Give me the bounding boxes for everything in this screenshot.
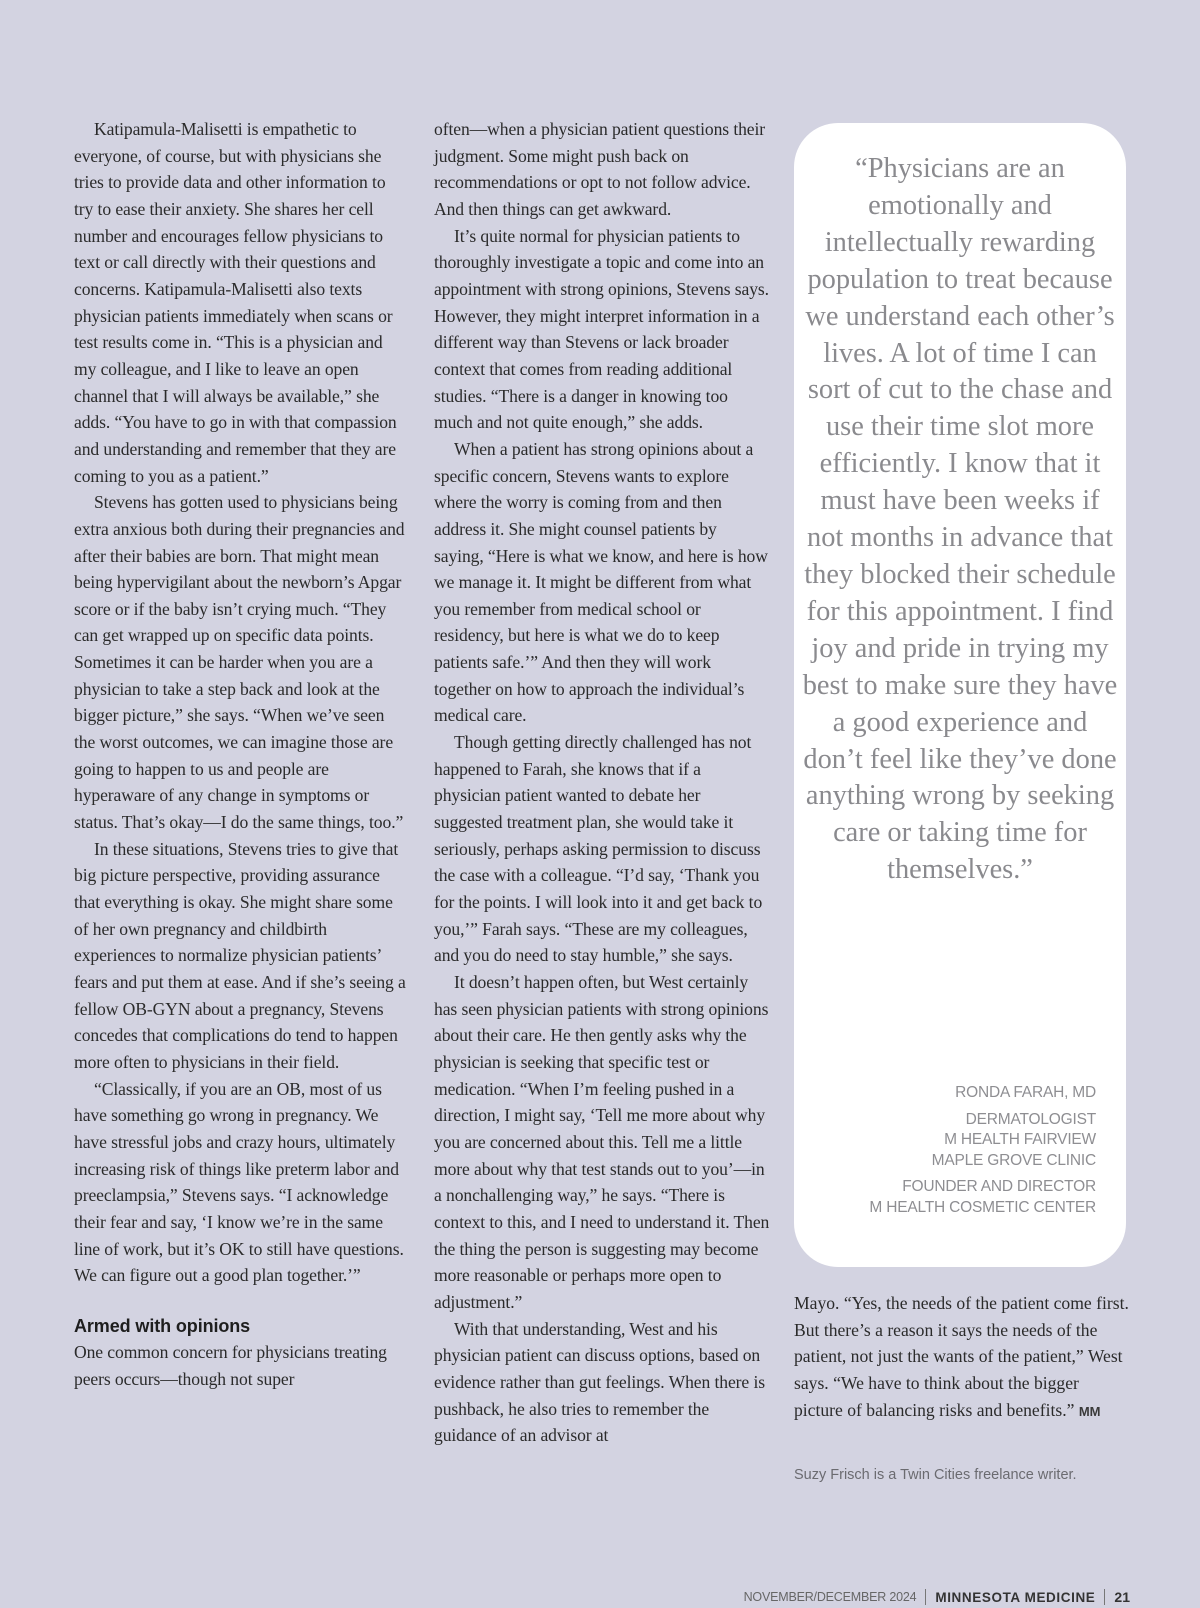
pull-quote-attribution [796, 1083, 1096, 1218]
author-bio: Suzy Frisch is a Twin Cities freelance writer. [794, 1467, 1077, 1483]
paragraph: “Classically, if you are an OB, most of us have something go wrong in pregnancy. We have stressful jobs and crazy hours, ultimately increasing risk of things like preterm labor and preeclampsia,” Stevens says. “I acknowledge their fear and say, ‘I know we’re in the same line of work, but it’s OK to still have questions. We can figure out a good plan together.’” [74, 1078, 404, 1286]
paragraph: It doesn’t happen often, but West certainly has seen physician patients with strong opinions about their care. He then gently asks why the physician is seeking that specific test or medication. “When I’m feeling pushed in a direction, I might say, ‘Tell me more about why you are concerned about this. Tell me a little more about why that test stands out to you’—in a nonchallenging way,” he says. “There is context to this, and I need to understand it. Then the thing the person is suggesting may become more reasonable or perhaps more open to adjustment.” [434, 972, 770, 1312]
issue-date: NOVEMBER/DECEMBER 2024 [743, 1590, 917, 1604]
pull-quote-text: “Physicians are an emotionally and intellectually rewarding population to treat because we understand each other’s lives. A lot of time I can sort of cut to the chase and use their time slot more efficiently. I know that it must have been weeks if not months in advance that they blocked their schedule for this appointment. I find joy and pride in trying my best to make sure they have a good experience and don’t feel like they’ve done anything wrong by seeking care or taking time for themselves.” [802, 153, 1118, 886]
attribution-title: M HEALTH FAIRVIEW [944, 1131, 1096, 1148]
paragraph: often—when a physician patient questions their judgment. Some might push back on recommendations or opt to not follow advice. And then things can get awkward. [434, 119, 766, 219]
footer-divider [1104, 1589, 1105, 1605]
paragraph: One common concern for physicians treating peers occurs—though not super [74, 1341, 387, 1389]
paragraph: It’s quite normal for physician patients to thoroughly investigate a topic and come into an appointment with strong opinions, Stevens says. However, they might interpret information in a different way than Stevens or lack broader context that comes from reading additional studies. “There is a danger in knowing too much and not quite enough,” she adds. [434, 225, 769, 433]
attribution-title: FOUNDER AND DIRECTOR [902, 1178, 1096, 1195]
paragraph: In these situations, Stevens tries to give that big picture perspective, providing assurance that everything is okay. She might share some of her own pregnancy and childbirth experiences to normalize physician patients’ fears and put them at ease. And if she’s seeing a fellow OB-GYN about a pregnancy, Stevens concedes that complications do tend to happen more often to physicians in their field. [74, 838, 406, 1072]
article-column-2 [434, 116, 770, 1449]
article-column-3 [794, 1290, 1130, 1425]
paragraph: Stevens has gotten used to physicians being extra anxious both during their pregnancies and after their babies are born. That might mean being hypervigilant about the newborn’s Apgar score or if the baby isn’t crying much. “They can get wrapped up on specific data points. Sometimes it can be harder when you are a physician to take a step back and look at the bigger picture,” she says. “When we’ve seen the worst outcomes, we can imagine those are going to happen to us and people are hyperaware of any change in symptoms or status. That’s okay—I do the same things, too.” [74, 492, 405, 833]
paragraph: Though getting directly challenged has not happened to Farah, she knows that if a physician patient wanted to debate her suggested treatment plan, she would take it seriously, perhaps asking permission to discuss the case with a colleague. “I’d say, ‘Thank you for the points. I will look into it and get back to you,’” Farah says. “These are my colleagues, and you do need to stay humble,” she says. [434, 732, 763, 966]
pull-quote-box [794, 123, 1126, 1267]
section-subhead: Armed with opinions [74, 1315, 251, 1336]
page-number: 21 [1114, 1589, 1130, 1605]
footer-divider [925, 1589, 926, 1605]
paragraph-text: Mayo. “Yes, the needs of the patient come first. But there’s a reason it says the needs of the patient, not just the wants of the patient,” West says. “We have to think about the bigger picture of balancing risks and benefits.” [794, 1293, 1129, 1420]
attribution-title: M HEALTH COSMETIC CENTER [869, 1198, 1096, 1216]
attribution-title: DERMATOLOGIST [965, 1110, 1096, 1128]
end-mark: MM [1078, 1403, 1101, 1419]
page-footer [744, 1586, 1130, 1608]
paragraph: When a patient has strong opinions about a specific concern, Stevens wants to explore where the worry is coming from and then address it. She might counsel patients by saying, “Here is what we know, and here is how we manage it. It might be different from what you remember from medical school or residency, but here is what we do to keep patients safe.’” And then they will work together on how to approach the individual’s medical care. [434, 438, 768, 726]
paragraph: Katipamula-Malisetti is empathetic to everyone, of course, but with physicians she tries to provide data and other information to try to ease their anxiety. She shares her cell number and encourages fellow physicians to text or call directly with their questions and concerns. Katipamula-Malisetti also texts physician patients immediately when scans or test results come in. “This is a physician and my colleague, and I like to leave an open channel that I will always be available,” she adds. “You have to go in with that compassion and understanding and remember that they are coming to you as a patient.” [74, 119, 397, 486]
paragraph [794, 1290, 1130, 1425]
article-column-1 [74, 116, 408, 1392]
attribution-name: RONDA FARAH, MD [955, 1084, 1096, 1101]
paragraph: With that understanding, West and his physician patient can discuss options, based on evidence rather than gut feelings. When there is pushback, he also tries to remember the guidance of an advisor at [434, 1318, 765, 1446]
attribution-title: MAPLE GROVE CLINIC [931, 1151, 1096, 1169]
magazine-name: MINNESOTA MEDICINE [935, 1589, 1096, 1605]
